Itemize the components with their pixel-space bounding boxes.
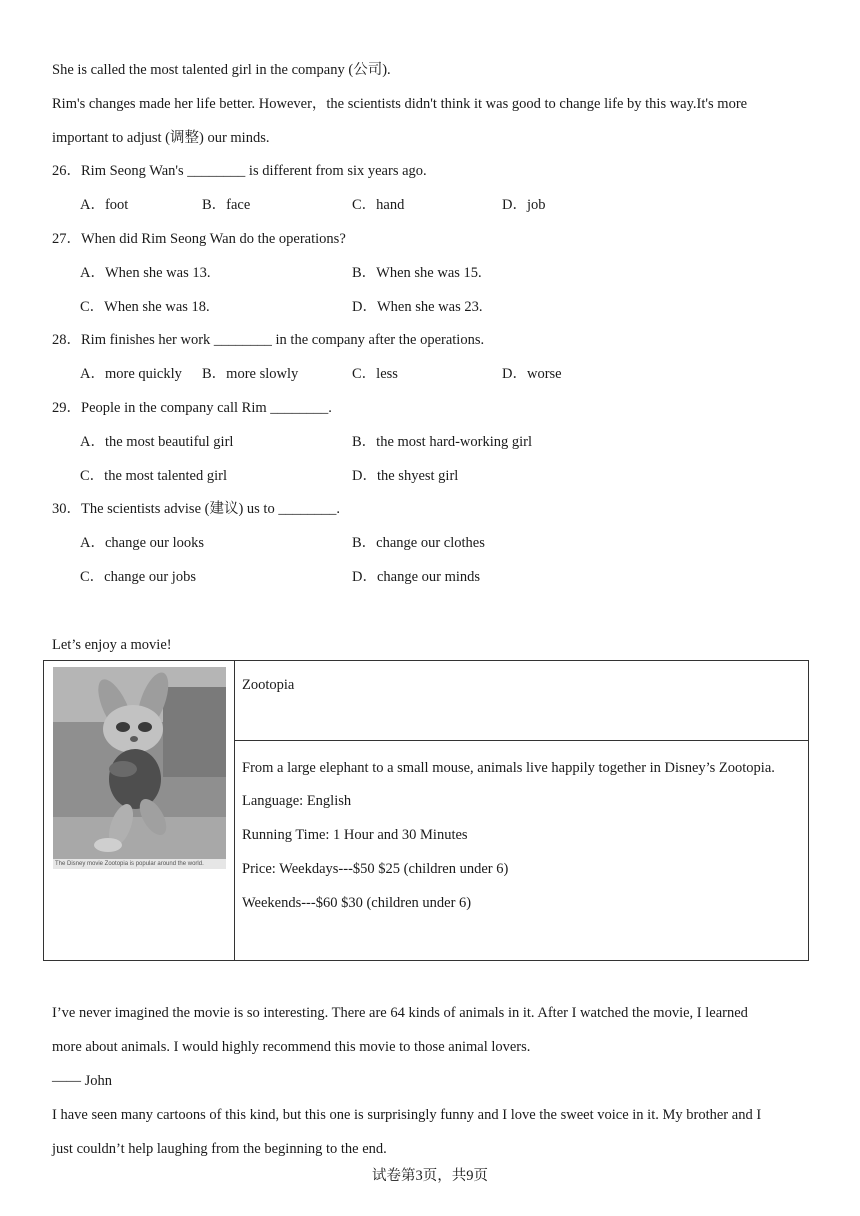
table-row-divider: [234, 740, 808, 741]
q28-option-c[interactable]: C．less: [352, 366, 398, 382]
movie-price-weekdays: Price: Weekdays---$50 $25 (children under 6): [242, 861, 509, 877]
q26-option-a[interactable]: A．foot: [80, 197, 129, 213]
q30-option-d[interactable]: D．change our minds: [352, 569, 481, 585]
q27-option-c[interactable]: C．When she was 18.: [80, 299, 210, 315]
q26-option-c[interactable]: C．hand: [352, 197, 405, 213]
passage-line: important to adjust (调整) our minds.: [52, 130, 270, 146]
q27-option-d[interactable]: D．When she was 23.: [352, 299, 483, 315]
passage-line: She is called the most talented girl in the company (公司).: [52, 62, 391, 78]
q30-option-c[interactable]: C．change our jobs: [80, 569, 196, 585]
question-28-stem: 28．Rim finishes her work ________ in the company after the operations.: [52, 332, 485, 348]
table-column-divider: [234, 661, 235, 960]
q26-option-d[interactable]: D．job: [502, 197, 546, 213]
question-30-stem: 30．The scientists advise (建议) us to ________.: [52, 501, 340, 517]
q26-option-b[interactable]: B．face: [202, 197, 251, 213]
review-line: I have seen many cartoons of this kind, but this one is surprisingly funny and I love the sweet voice in it. My brother and I: [52, 1107, 762, 1123]
review-author: —— John: [52, 1073, 113, 1089]
review-line: just couldn’t help laughing from the beginning to the end.: [52, 1141, 387, 1157]
question-29-stem: 29．People in the company call Rim ________.: [52, 400, 332, 416]
movie-description: From a large elephant to a small mouse, animals live happily together in Disney’s Zootopia.: [242, 760, 775, 776]
q28-option-d[interactable]: D．worse: [502, 366, 562, 382]
movie-title: Zootopia: [242, 677, 295, 693]
question-27-stem: 27．When did Rim Seong Wan do the operations?: [52, 231, 346, 247]
review-line: I’ve never imagined the movie is so interesting. There are 64 kinds of animals in it. After I watched the movie, I learned: [52, 1005, 748, 1021]
movie-language: Language: English: [242, 793, 352, 809]
q30-option-a[interactable]: A．change our looks: [80, 535, 205, 551]
q29-option-b[interactable]: B．the most hard-working girl: [352, 434, 533, 450]
review-line: more about animals. I would highly recommend this movie to those animal lovers.: [52, 1039, 531, 1055]
question-26-stem: 26．Rim Seong Wan's ________ is different from six years ago.: [52, 163, 427, 179]
movie-info-table: [43, 660, 809, 961]
q28-option-b[interactable]: B．more slowly: [202, 366, 299, 382]
passage-line: Rim's changes made her life better. However，the scientists didn't think it was good to change life by this way.It's more: [52, 96, 748, 112]
page-number-footer: 试卷第3页，共9页: [372, 1168, 488, 1184]
movie-price-weekends: Weekends---$60 $30 (children under 6): [242, 895, 472, 911]
bunny-illustration-icon: [53, 667, 226, 869]
q30-option-b[interactable]: B．change our clothes: [352, 535, 485, 551]
q27-option-b[interactable]: B．When she was 15.: [352, 265, 482, 281]
zootopia-movie-photo: [53, 667, 226, 869]
movie-intro: Let’s enjoy a movie!: [52, 637, 172, 653]
photo-caption: The Disney movie Zootopia is popular around the world.: [53, 859, 226, 869]
q29-option-a[interactable]: A．the most beautiful girl: [80, 434, 234, 450]
q27-option-a[interactable]: A．When she was 13.: [80, 265, 211, 281]
movie-running-time: Running Time: 1 Hour and 30 Minutes: [242, 827, 468, 843]
q29-option-d[interactable]: D．the shyest girl: [352, 468, 459, 484]
q28-option-a[interactable]: A．more quickly: [80, 366, 182, 382]
q29-option-c[interactable]: C．the most talented girl: [80, 468, 227, 484]
